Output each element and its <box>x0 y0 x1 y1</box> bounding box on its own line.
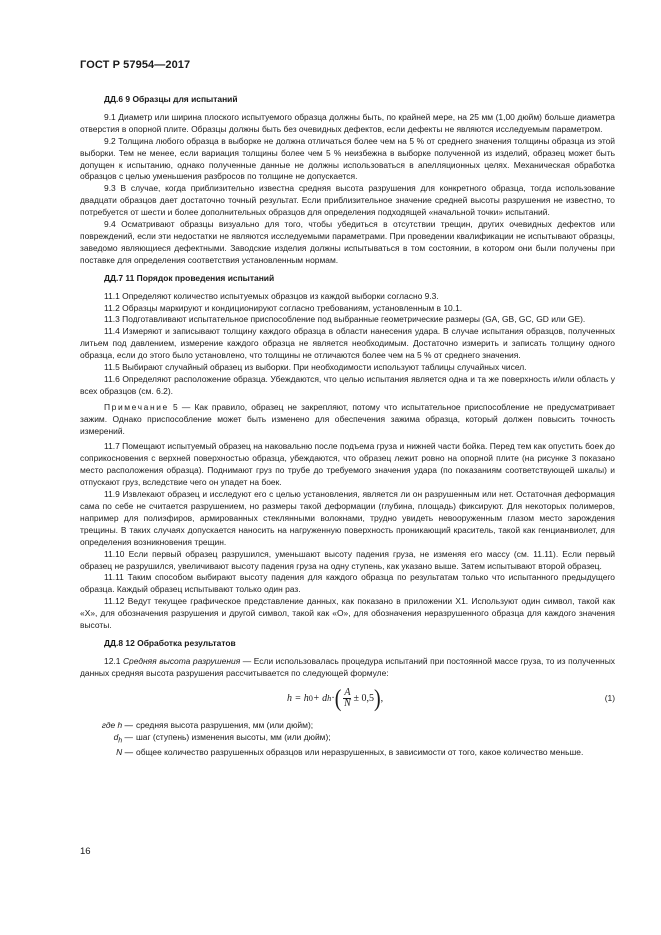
legend-symbol: где h — <box>101 719 133 730</box>
legend-row-n <box>80 747 615 759</box>
legend-row-dh <box>80 732 615 748</box>
clause-number: 12.1 <box>104 655 121 666</box>
formula-left-paren: ( <box>334 685 342 712</box>
section-heading-dd6: ДД.6 9 Образцы для испытаний <box>104 94 238 104</box>
legend-symbol: N — <box>116 747 133 758</box>
formula-numerator: A <box>344 687 351 699</box>
formula-dot: · <box>331 692 335 704</box>
formula-lhs: h = h <box>287 692 309 704</box>
paragraph-9-2: 9.2 Толщина любого образца в выборке не должна отличаться более чем на 5 % от среднего значения толщины образца из этой выборки. Тем не менее, если вариация толщины более чем 5 % неизбежна в выборке полученной из изделий, образец может быть допущен к испытанию, однако полученные данные не должны использоваться в апелляционных целях. Механическая обработка образцов с целью уменьшения разбросов по толщине не допускается. <box>80 135 615 182</box>
paragraph-11-10: 11.10 Если первый образец разрушился, уменьшают высоту падения груза, не изменяя его массу (см. 11.11). Если первый образец не разрушился, увеличивают высоту падения груза на одну ступень, как указано выше. Затем испытывают второй образец. <box>80 548 615 571</box>
paragraph-9-3: 9.3 В случае, когда приблизительно известна средняя высота разрушения для конкретного образца, тогда использование двадцати образцов дает достаточно точный результат. Если приблизительное значение средней высоты разрушения не известно, то потребуется от шести и более дополнительных образцов для определения подходящей «начальной точки» испытаний. <box>80 183 615 218</box>
legend-text: шаг (ступень) изменения высоты, мм (или дюйм); <box>136 731 331 742</box>
section-heading-dd8: ДД.8 12 Обработка результатов <box>104 637 236 648</box>
paragraph-12-1 <box>80 656 615 680</box>
document-header: ГОСТ Р 57954—2017 <box>80 59 191 71</box>
paragraph-11-2: 11.2 Образцы маркируют и кондиционируют согласно требованиям, установленным в 10.1. <box>104 302 463 313</box>
formula-legend <box>80 720 615 759</box>
note-5 <box>80 402 615 438</box>
formula-denominator: N <box>344 698 351 710</box>
formula-body: h = h 0 + d h · ( $\frac{A}{N}$ ± 0,5 ) , <box>287 685 384 712</box>
formula-sub-h: h <box>327 693 332 703</box>
paragraph-11-3: 11.3 Подготавливают испытательное приспособление под выбранные геометрические размеры (GA, GB, GC, GD или GE). <box>104 314 586 325</box>
legend-text: общее количество разрушенных образцов или неразрушенных, в зависимости от того, какое количество меньше. <box>136 747 584 758</box>
paragraph-11-1: 11.1 Определяют количество испытуемых образцов из каждой выборки согласно 9.3. <box>104 290 439 301</box>
clause-text: — Если использовалась процедура испытаний при постоянной массе груза, то из полученных данных средняя высота разрушения рассчитывается по следующей формуле: <box>80 655 615 678</box>
equation-number: (1) <box>604 692 615 703</box>
paragraph-11-5: 11.5 Выбирают случайный образец из выборки. При необходимости используют таблицы случайных чисел. <box>104 362 527 373</box>
page-number: 16 <box>80 846 91 857</box>
formula-fraction <box>343 688 351 709</box>
note-label: Примечание <box>104 401 169 412</box>
formula-right-paren: ) <box>373 685 381 712</box>
paragraph-11-4: 11.4 Измеряют и записывают толщину каждого образца в области нанесения удара. В случае испытания образцов, полученных литьем под давлением, измерение каждого образца не является необходимым. Достаточно измерить и записать толщину одного образца, если до этого было установлено, что толщины не отличаются более чем на 5 % от среднего значения. <box>80 326 615 361</box>
paragraph-11-7: 11.7 Помещают испытуемый образец на наковальню после подъема груза и нижней части бойка. Перед тем как опустить боек до соприкосновения с верхней поверхностью образца, убеждаются, что образец лежит ровно на опорной плите (на рисунке 3 показано место расположения образца). Поднимают груз по трубе до требуемого значения удара (по показаниям соответствующей шкалы) и отпускают груз, вследствие чего он упадет на боек. <box>80 441 615 488</box>
paragraph-11-11: 11.11 Таким способом выбирают высоту падения для каждого образца по результатам только что испытанного предыдущего образца. Каждый образец испытывают только один раз. <box>80 572 615 595</box>
document-body <box>80 94 615 759</box>
legend-symbol: $d_h$ — <box>113 731 133 745</box>
legend-text: средняя высота разрушения, мм (или дюйм); <box>136 719 314 730</box>
note-text: 5 — Как правило, образец не закрепляют, потому что испытательное приспособление не предусматривает зажим. Однако приспособление может быть изменено для обеспечения зажима образца, который должен повысить точность измерений. <box>80 401 615 436</box>
formula-1 <box>80 686 615 712</box>
clause-term: Средняя высота разрушения <box>122 655 241 666</box>
paragraph-11-6: 11.6 Определяют расположение образца. Убеждаются, что целью испытания является одна и та же поверхность и/или область у всех образцов (см. 6.2). <box>80 373 615 396</box>
formula-sub-0: 0 <box>308 693 313 703</box>
paragraph-11-9: 11.9 Извлекают образец и исследуют его с целью установления, является ли он разрушенным или нет. Остаточная деформация сама по себе не считается разрушением, но размеры такой деформации (глубина, площадь) фиксируют. Для некоторых полимеров, например для полиэфиров, армированных стеклянными волокнами, трудно увидеть невооруженным глазом место зарождения трещины. В таких случаях допускается наносить на нагруженную поверхность проникающий краситель, такой как генцианвиолет, для определения возникновения трещин. <box>80 489 615 547</box>
formula-plus-d: + d <box>312 692 328 704</box>
legend-row-h <box>80 720 615 732</box>
formula-pm: ± 0,5 <box>353 692 374 704</box>
paragraph-11-12: 11.12 Ведут текущее графическое представление данных, как показано в приложении Х1. Используют один символ, такой как «Х», для обозначения разрушения и другой символ, такой как «О», для обозначения неразрушенного образца для каждого значения высоты. <box>80 596 615 631</box>
section-heading-dd7: ДД.7 11 Порядок проведения испытаний <box>104 272 275 283</box>
paragraph-9-1: 9.1 Диаметр или ширина плоского испытуемого образца должны быть, по крайней мере, на 25 мм (1,00 дюйм) больше диаметра отверстия в опорной плите. Образцы должны быть без очевидных дефектов, если дефекты не являются исследуемым параметром. <box>80 111 615 134</box>
paragraph-9-4: 9.4 Осматривают образцы визуально для того, чтобы убедиться в отсутствии трещин, других очевидных дефектов или повреждений, если эти недостатки не являются исследуемыми параметрами. При проведении квалификации не испытывают образцы, заведомо являющиеся дефектными. Заводские изделия должны испытываться в том состоянии, в котором они были получены при поставке для определения соответствия установленным нормам. <box>80 219 615 265</box>
